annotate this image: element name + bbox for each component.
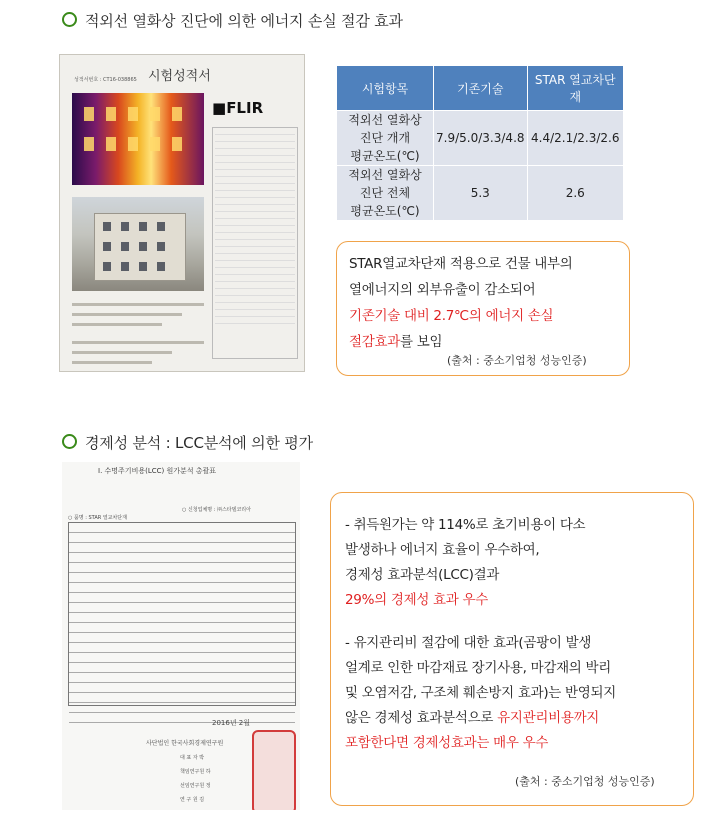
- existing-value: 5.3: [434, 166, 527, 221]
- table-header: 기존기술: [434, 66, 527, 111]
- report-title: 시험성적서: [148, 69, 211, 84]
- lcc-report-image: Ⅰ. 수명주기비용(LCC) 원가분석 총괄표 ○ 신청업체명 : ㈜스타델코리아 ○ 품명 : STAR 열교차단재 2016년 2월 사단법인 한국사회경제연구원 대 표 자 박 책임연구원 하 선임연구원 정 연 구 원 김: [62, 462, 300, 810]
- source-note: (출처 : 중소기업청 성능인증): [447, 354, 587, 367]
- circle-bullet-icon: [62, 434, 77, 449]
- table-row: [337, 166, 624, 221]
- row-label: 적외선 열화상 진단 전체 평균온도(℃): [337, 166, 434, 221]
- report-number: 성적서번호 : CT16-038865: [74, 77, 137, 83]
- lcc-report-title: Ⅰ. 수명주기비용(LCC) 원가분석 총괄표: [98, 467, 217, 475]
- lcc-table: [68, 522, 296, 706]
- table-row: [337, 111, 624, 166]
- summary-box-thermal: STAR열교차단재 적용으로 건물 내부의 열에너지의 외부유출이 감소되어 기존기술 대비 2.7℃의 에너지 손실 절감효과를 보임 (출처 : 중소기업청 성능인증): [336, 241, 630, 376]
- thermal-image: [72, 93, 204, 185]
- summary-box-lcc: - 취득원가는 약 114%로 초기비용이 다소 발생하나 에너지 효율이 우수하여, 경제성 효과분석(LCC)결과 29%의 경제성 효과 우수 - 유지관리비 절감에 대한 효과(곰팡이 발생 얼계로 인한 마감재료 장기사용, 마감재의 박리 및 오염저감, 구조체 훼손방지 효과)는 반영되지 않은 경제성 효과분석으로 유지관리비용까지 포함한다면 경제성효과는 매우 우수 (출처 : 중소기업청 성능인증): [330, 492, 694, 806]
- existing-value: 7.9/5.0/3.3/4.8: [434, 111, 527, 166]
- star-value: 2.6: [527, 166, 623, 221]
- section2-heading: 경제성 분석 : LCC분석에 의한 평가: [62, 432, 313, 453]
- measurement-table: [212, 127, 298, 359]
- circle-bullet-icon: [62, 12, 77, 27]
- building-photo: [72, 197, 204, 291]
- source-note: (출처 : 중소기업청 성능인증): [515, 775, 655, 788]
- star-value: 4.4/2.1/2.3/2.6: [527, 111, 623, 166]
- test-report-image: [59, 54, 305, 372]
- row-label: 적외선 열화상 진단 개개 평균온도(℃): [337, 111, 434, 166]
- comparison-table: [336, 65, 624, 221]
- table-header: STAR 열교차단재: [527, 66, 623, 111]
- flir-logo: ■FLIR: [212, 99, 264, 117]
- table-header: 시험항목: [337, 66, 434, 111]
- section1-heading: 적외선 열화상 진단에 의한 에너지 손실 절감 효과: [62, 10, 403, 31]
- official-seal: [252, 730, 296, 810]
